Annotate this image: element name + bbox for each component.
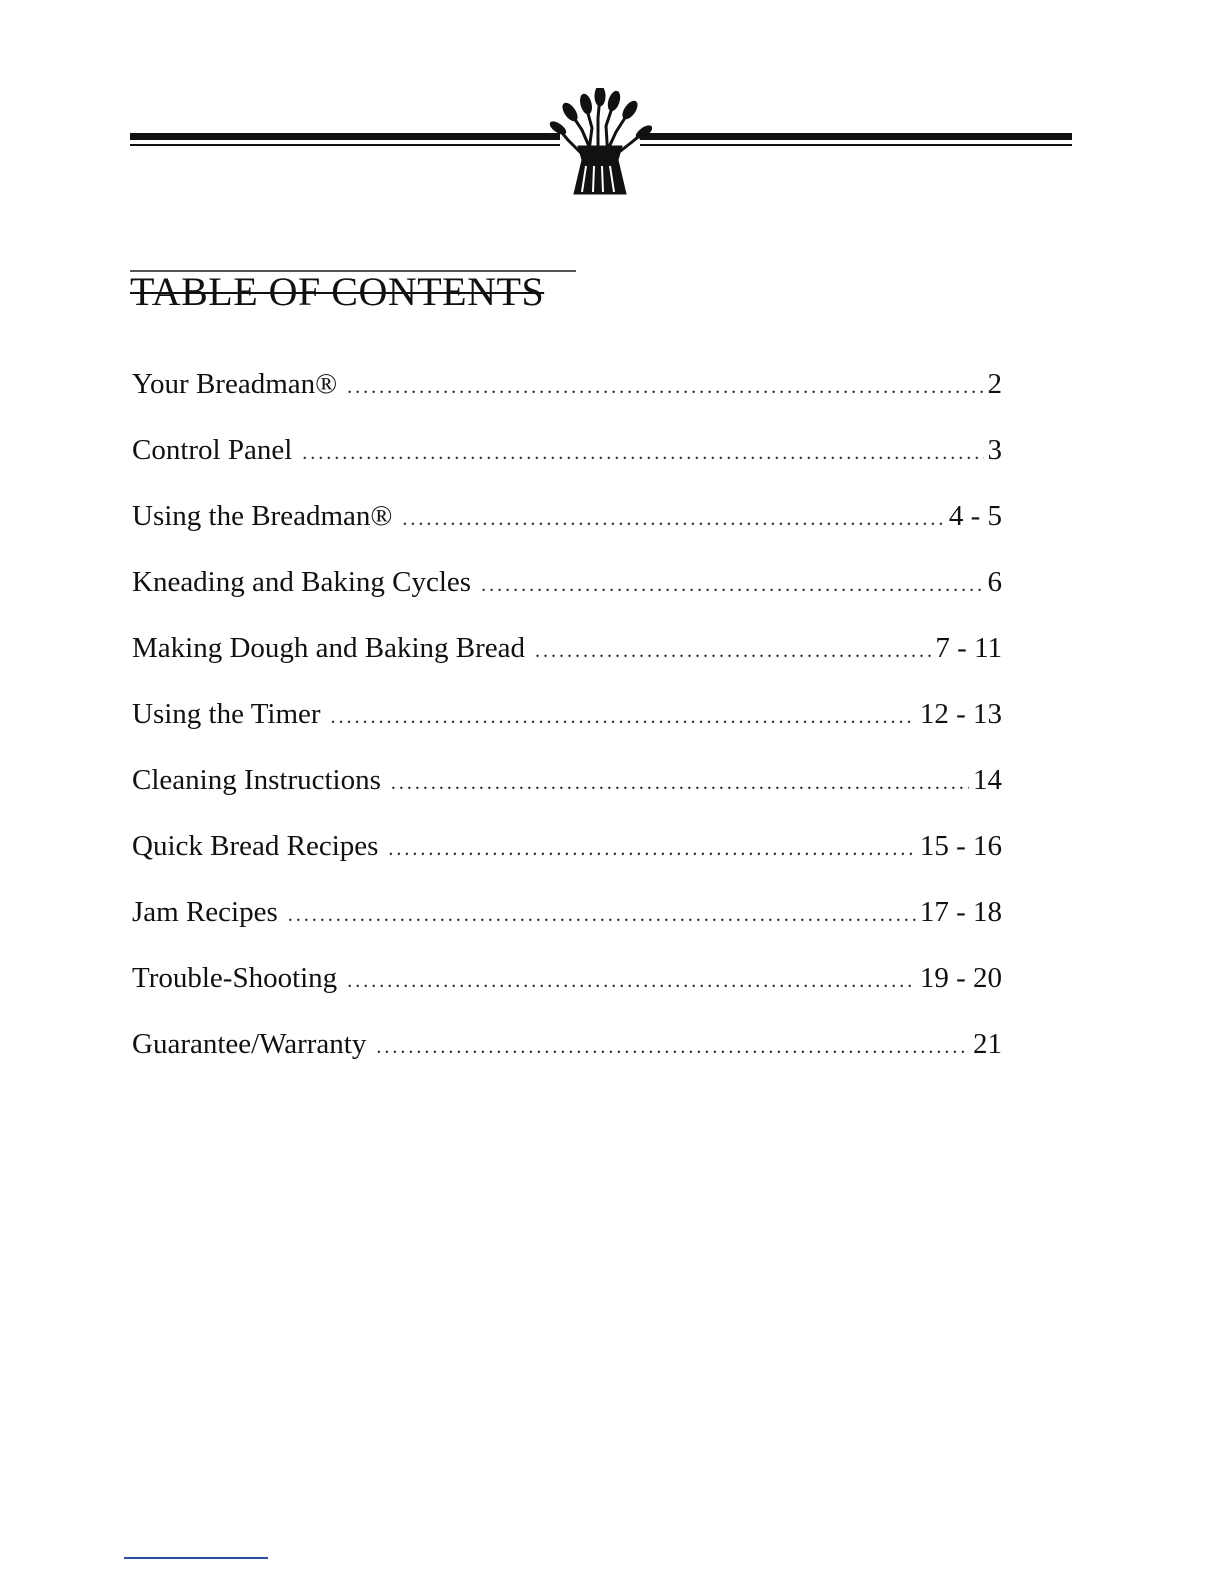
toc-entry-page: 12 - 13 xyxy=(919,698,1002,730)
page-title: TABLE OF CONTENTS xyxy=(130,269,545,314)
toc-leader-dots xyxy=(347,957,916,1005)
toc-leader-dots xyxy=(347,363,983,411)
toc-entry-using-the-timer xyxy=(132,690,1002,756)
toc-entry-page: 7 - 11 xyxy=(935,632,1002,664)
toc-entry-cleaning-instructions xyxy=(132,756,1002,822)
toc-entry-label: Your Breadman® xyxy=(132,368,338,400)
toc-leader-dots xyxy=(535,627,931,675)
toc-entry-page: 19 - 20 xyxy=(919,962,1002,994)
toc-entry-label: Trouble-Shooting xyxy=(132,962,338,994)
toc-leader-dots xyxy=(388,825,915,873)
toc-entry-jam-recipes xyxy=(132,888,1002,954)
header-rule-left-bar xyxy=(130,133,560,140)
toc-leader-dots xyxy=(391,759,969,807)
toc-entry-page: 21 xyxy=(973,1028,1002,1060)
toc-entry-label: Using the Breadman® xyxy=(132,500,393,532)
toc-leader-dots xyxy=(331,693,916,741)
header-rule-left-line xyxy=(130,144,560,146)
toc-entry-page: 4 - 5 xyxy=(948,500,1002,532)
toc-entry-page: 2 xyxy=(987,368,1002,400)
toc-entry-label: Jam Recipes xyxy=(132,896,278,928)
footnote-rule xyxy=(124,1557,268,1559)
toc-leader-dots xyxy=(376,1023,969,1071)
toc-list xyxy=(132,360,1002,1086)
toc-entry-page: 15 - 16 xyxy=(919,830,1002,862)
toc-leader-dots xyxy=(288,891,916,939)
header-rule-right-bar xyxy=(640,133,1072,140)
toc-entry-label: Kneading and Baking Cycles xyxy=(132,566,472,598)
toc-entry-using-the-breadman xyxy=(132,492,1002,558)
toc-leader-dots xyxy=(302,429,983,477)
toc-entry-your-breadman xyxy=(132,360,1002,426)
toc-entry-making-dough-and-baking-bread xyxy=(132,624,1002,690)
toc-entry-label: Quick Bread Recipes xyxy=(132,830,379,862)
toc-entry-label: Cleaning Instructions xyxy=(132,764,381,796)
toc-leader-dots xyxy=(481,561,983,609)
toc-entry-label: Making Dough and Baking Bread xyxy=(132,632,526,664)
toc-entry-label: Using the Timer xyxy=(132,698,321,730)
toc-entry-page: 6 xyxy=(987,566,1002,598)
toc-entry-trouble-shooting xyxy=(132,954,1002,1020)
toc-entry-page: 17 - 18 xyxy=(919,896,1002,928)
toc-entry-label: Guarantee/Warranty xyxy=(132,1028,367,1060)
toc-entry-kneading-and-baking-cycles xyxy=(132,558,1002,624)
toc-entry-page: 3 xyxy=(987,434,1002,466)
toc-leader-dots xyxy=(402,495,944,543)
toc-entry-quick-bread-recipes xyxy=(132,822,1002,888)
toc-entry-label: Control Panel xyxy=(132,434,293,466)
wheat-sheaf-icon xyxy=(548,88,652,198)
toc-entry-page: 14 xyxy=(973,764,1002,796)
toc-entry-guarantee-warranty xyxy=(132,1020,1002,1086)
header-rule-right-line xyxy=(640,144,1072,146)
toc-entry-control-panel xyxy=(132,426,1002,492)
